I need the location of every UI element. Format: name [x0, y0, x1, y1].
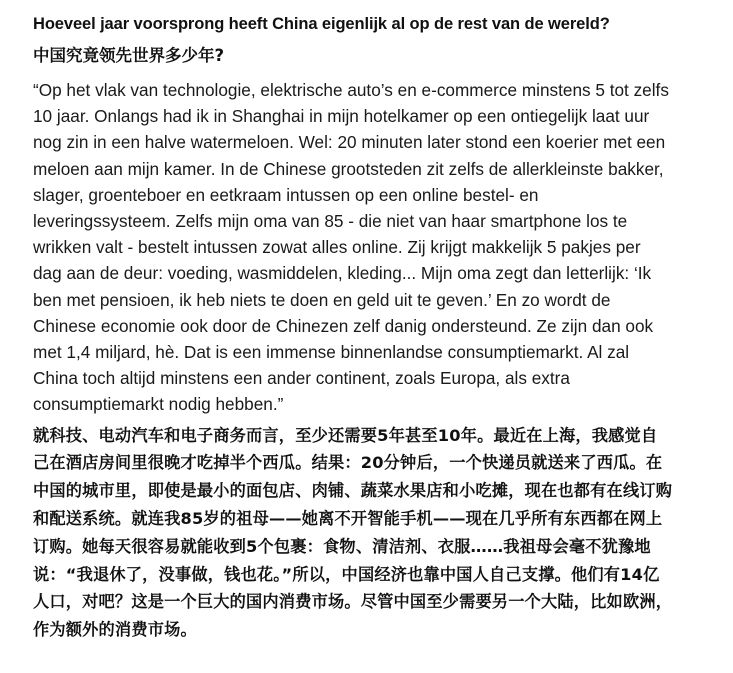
- question-heading-dutch: Hoeveel jaar voorsprong heeft China eigenlijk al op de rest van de wereld?: [33, 15, 610, 33]
- question-heading-chinese: 中国究竟领先世界多少年?: [33, 46, 225, 65]
- answer-paragraph-dutch: “Op het vlak van technologie, elektrische auto’s en e-commerce minstens 5 tot zelfs 10 jaar. Onlangs had ik in Shanghai in mijn hotelkamer op een ontiegelijk laat uur nog zin in een halve watermeloen. Wel: 20 minuten later stond een koerier met een meloen aan mijn kamer. In de Chinese grootsteden zit zelfs de allerkleinste bakker, slager, groenteboer en eetkraam intussen op een online bestel- en leveringssysteem. Zelfs mijn oma van 85 - die niet van haar smartphone los te wrikken valt - bestelt intussen zowat alles online. Zij krijgt makkelijk 5 pakjes per dag aan de deur: voeding, wasmiddelen, kleding... Mijn oma zegt dan letterlijk: ‘Ik ben met pensioen, ik heb niets te doen en geld uit te geven.’ En zo wordt de Chinese economie ook door de Chinezen zelf danig ondersteund. Ze zijn dan ook met 1,4 miljard, hè. Dat is een immense binnenlandse consumptiemarkt. Al zal China toch altijd minstens een ander continent, zoals Europa, als extra consumptiemarkt nodig hebben.”: [33, 80, 669, 415]
- article: [33, 12, 709, 644]
- answer-paragraph-chinese: 就科技、电动汽车和电子商务而言，至少还需要5年甚至10年。最近在上海，我感觉自己在酒店房间里很晚才吃掉半个西瓜。结果：20分钟后，一个快递员就送来了西瓜。在中国的城市里，即使是最小的面包店、肉铺、蔬菜水果店和小吃摊，现在也都有在线订购和配送系统。就连我85岁的祖母——她离不开智能手机——现在几乎所有东西都在网上订购。她每天很容易就能收到5个包裹：食物、清洁剂、衣服……我祖母会毫不犹豫地说：“我退休了，没事做，钱也花。”所以，中国经济也靠中国人自己支撑。他们有14亿人口，对吧？这是一个巨大的国内消费市场。尽管中国至少需要另一个大陆，比如欧洲，作为额外的消费市场。: [33, 425, 673, 640]
